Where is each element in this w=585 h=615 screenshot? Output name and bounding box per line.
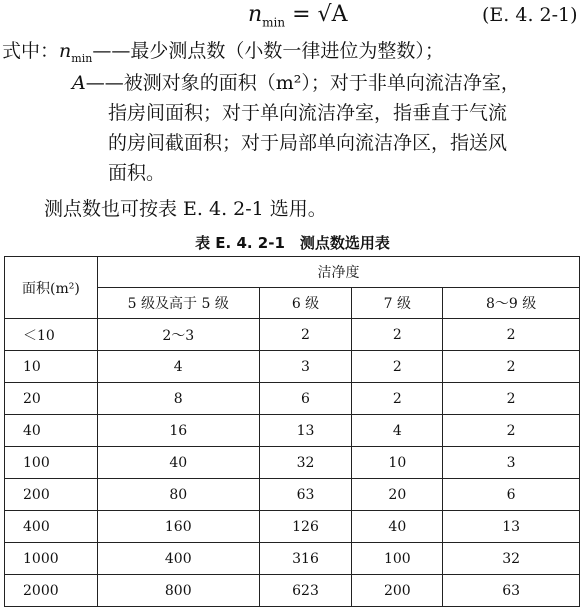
equation-number: (E. 4. 2-1)	[482, 4, 578, 26]
area-cell: 10	[5, 351, 98, 383]
points-cell: 4	[352, 415, 443, 447]
a-definition-line-1: ——被测对象的面积（m²）；对于非单向流洁净室，	[85, 72, 520, 94]
table-row	[5, 511, 580, 543]
area-cell: 100	[5, 447, 98, 479]
table-row	[5, 447, 580, 479]
table-row	[5, 479, 580, 511]
points-cell: 2	[443, 383, 580, 415]
table-row	[5, 383, 580, 415]
points-cell: 800	[97, 575, 259, 607]
points-cell: 10	[352, 447, 443, 479]
column-header: 8～9 级	[443, 288, 580, 319]
points-cell: 16	[97, 415, 259, 447]
points-cell: 13	[443, 511, 580, 543]
a-definition-line-2: 指房间面积；对于单向流洁净室，指垂直于气流	[108, 102, 508, 124]
area-cell: 200	[5, 479, 98, 511]
area-cell: ＜10	[5, 319, 98, 351]
n-definition-text: ——最少测点数（小数一律进位为整数）；	[92, 40, 444, 62]
table-row	[5, 543, 580, 575]
definition-a	[72, 68, 520, 98]
area-cell: 20	[5, 383, 98, 415]
table-row	[5, 351, 580, 383]
points-cell: 400	[97, 543, 259, 575]
points-cell: 63	[443, 575, 580, 607]
measurement-points-table	[4, 256, 580, 607]
points-cell: 6	[443, 479, 580, 511]
points-cell: 40	[352, 511, 443, 543]
points-cell: 2	[443, 415, 580, 447]
points-cell: 316	[259, 543, 352, 575]
formula-subscript: min	[262, 15, 286, 30]
points-cell: 4	[97, 351, 259, 383]
points-cell: 32	[443, 543, 580, 575]
points-cell: 160	[97, 511, 259, 543]
n-subscript: min	[71, 51, 93, 65]
table-caption: 表 E. 4. 2-1 测点数选用表	[195, 234, 390, 252]
points-cell: 2	[443, 351, 580, 383]
points-cell: 100	[352, 543, 443, 575]
points-cell: 623	[259, 575, 352, 607]
points-cell: 40	[97, 447, 259, 479]
n-symbol: n	[59, 40, 72, 62]
cleanliness-header: 洁净度	[97, 257, 579, 288]
table-body	[5, 319, 580, 607]
points-cell: 8	[97, 383, 259, 415]
points-cell: 32	[259, 447, 352, 479]
points-cell: 2	[352, 319, 443, 351]
area-cell: 400	[5, 511, 98, 543]
table-row	[5, 415, 580, 447]
points-cell: 2	[259, 319, 352, 351]
area-cell: 2000	[5, 575, 98, 607]
points-cell: 126	[259, 511, 352, 543]
points-cell: 6	[259, 383, 352, 415]
column-header: 5 级及高于 5 级	[97, 288, 259, 319]
formula-n: n	[248, 2, 263, 27]
definition-lead: 式中：	[2, 40, 60, 62]
points-cell: 2	[352, 351, 443, 383]
area-cell: 40	[5, 415, 98, 447]
column-header: 7 级	[352, 288, 443, 319]
points-cell: 3	[259, 351, 352, 383]
table-row	[5, 575, 580, 607]
table-row	[5, 319, 580, 351]
points-cell: 3	[443, 447, 580, 479]
formula-line	[0, 0, 585, 32]
points-cell: 200	[352, 575, 443, 607]
points-cell: 13	[259, 415, 352, 447]
a-symbol: A	[72, 72, 86, 94]
points-cell: 2	[352, 383, 443, 415]
formula-rhs: = √A	[292, 2, 348, 27]
formula-expression	[248, 2, 347, 29]
points-cell: 20	[352, 479, 443, 511]
points-cell: 63	[259, 479, 352, 511]
table-header-row-1	[5, 257, 580, 288]
area-header: 面积(m²)	[5, 257, 98, 319]
column-header: 6 级	[259, 288, 352, 319]
a-definition-line-3: 的房间截面积；对于局部单向流洁净区，指送风	[108, 132, 508, 154]
a-definition-line-4: 面积。	[108, 162, 166, 184]
points-cell: 80	[97, 479, 259, 511]
area-cell: 1000	[5, 543, 98, 575]
table-reference-note: 测点数也可按表 E. 4. 2-1 选用。	[44, 198, 327, 220]
points-cell: 2	[443, 319, 580, 351]
points-cell: 2～3	[97, 319, 259, 351]
